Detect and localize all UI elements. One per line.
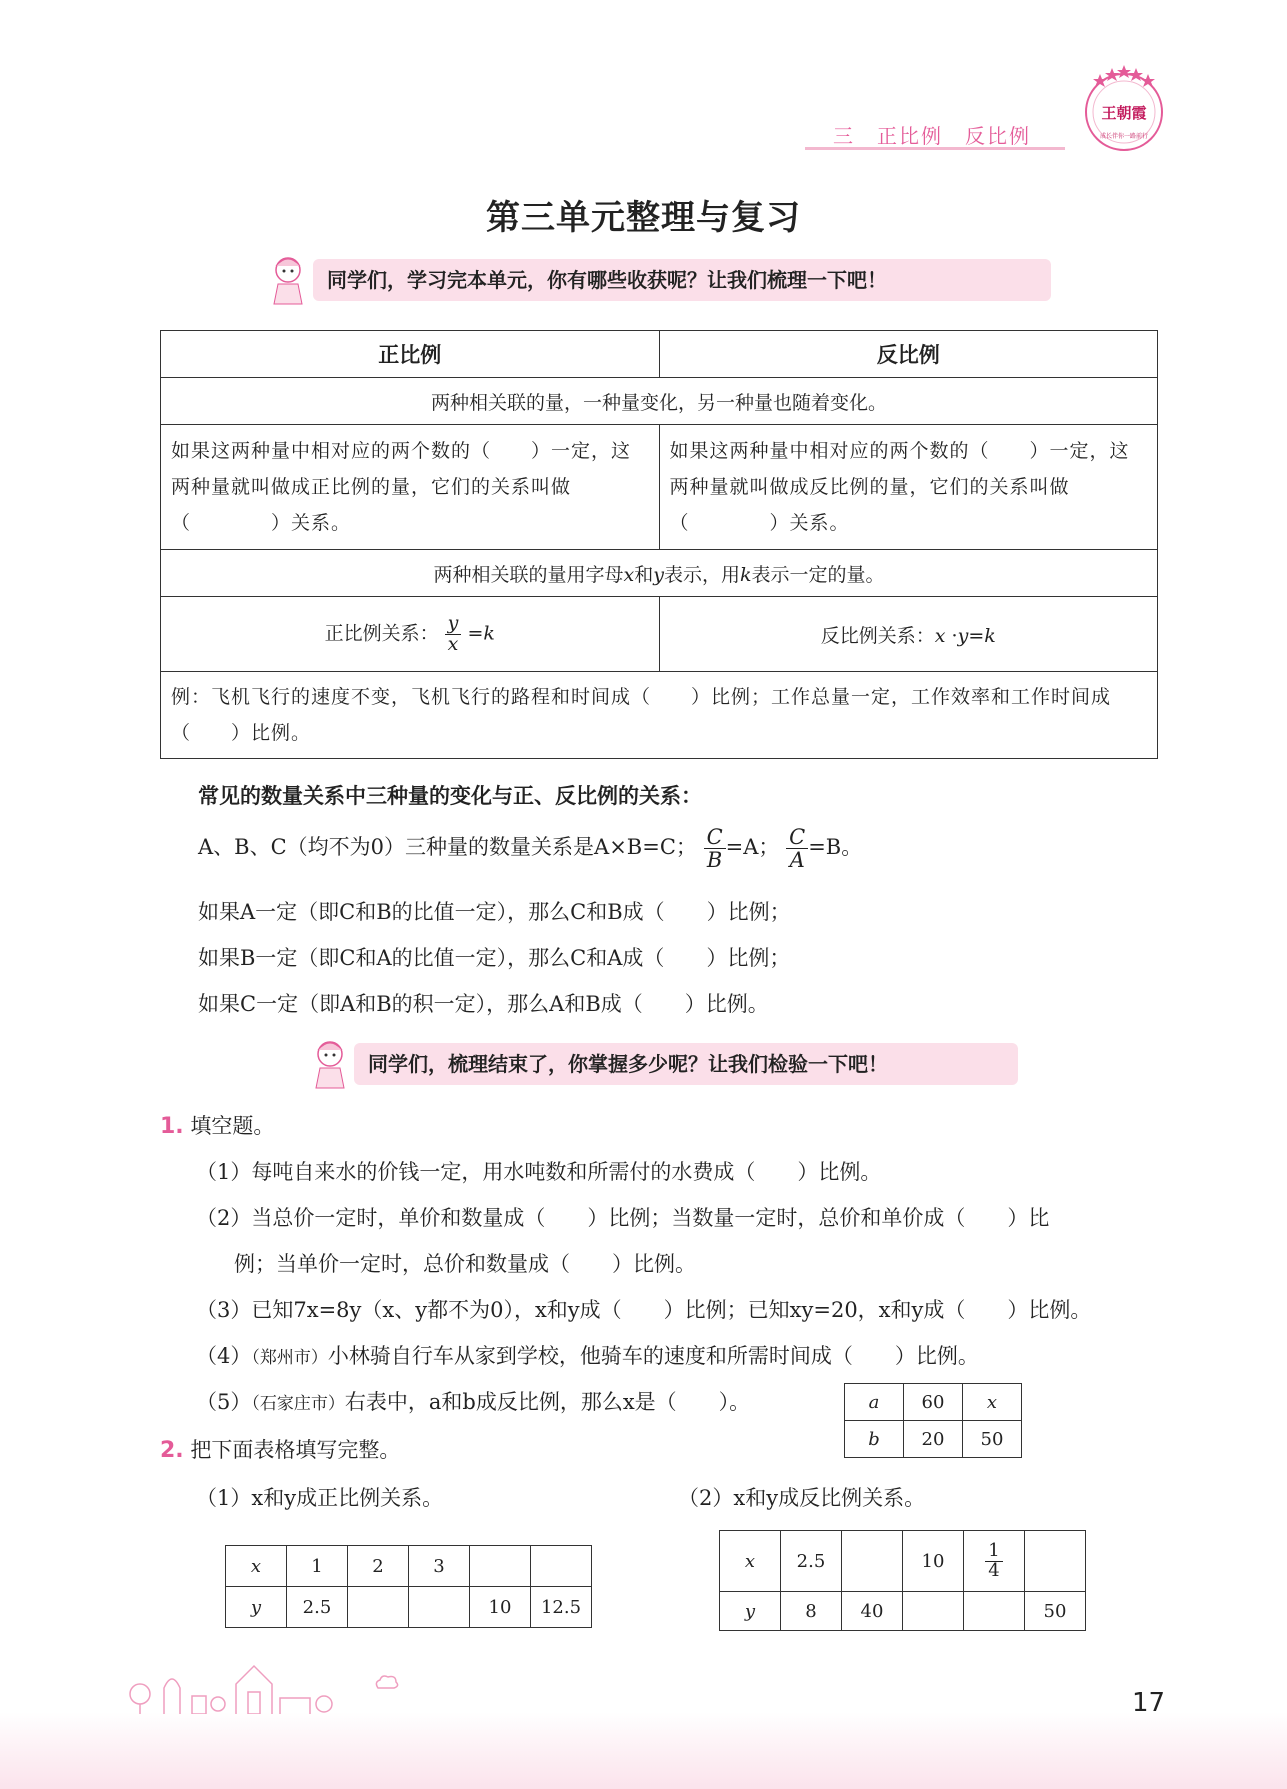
inverse-definition: 如果这两种量中相对应的两个数的（ ）一定，这两种量就叫做成反比例的量，它们的关系叫做（ ）关系。 <box>659 425 1158 550</box>
page-title: 第三单元整理与复习 <box>486 198 801 238</box>
table-cell: 50 <box>1025 1592 1086 1631</box>
table-cell: x <box>720 1531 781 1592</box>
section-label: 三 正比例 反比例 <box>833 124 1031 148</box>
inverse-formula: 反比例关系：x ·y=k <box>659 597 1158 672</box>
fraction-cell: $\frac{1}{4}$ <box>964 1531 1025 1592</box>
answer-cell[interactable] <box>903 1592 964 1631</box>
table-cell: 2.5 <box>781 1531 842 1592</box>
cloud-icon <box>372 1672 402 1692</box>
answer-cell[interactable] <box>964 1592 1025 1631</box>
town-illustration-icon <box>120 1648 340 1714</box>
q1-item5: （5）（石家庄市）右表中，a和b成反比例，那么x是（ ）。 <box>196 1390 751 1414</box>
question-1-heading: 1. 填空题。 <box>160 1114 275 1139</box>
table-cell: 10 <box>903 1531 964 1592</box>
q1-item3: （3）已知7x=8y（x、y都不为0），x和y成（ ）比例；已知xy=20，x和y成（ ）比例。 <box>196 1298 1092 1322</box>
relations-line2: 如果A一定（即C和B的比值一定），那么C和B成（ ）比例； <box>198 900 791 924</box>
table-cell: x <box>226 1546 287 1587</box>
q2-inverse-table <box>719 1530 1086 1631</box>
q2-sub2: （2）x和y成反比例关系。 <box>678 1486 926 1510</box>
publisher-logo <box>1078 62 1170 154</box>
table-cell: x <box>963 1384 1022 1421</box>
check-bubble: 同学们，梳理结束了，你掌握多少呢？让我们检验一下吧！ <box>354 1043 1018 1085</box>
q2-sub1: （1）x和y成正比例关系。 <box>196 1486 444 1510</box>
header-inverse: 反比例 <box>659 331 1158 378</box>
table-cell: 20 <box>904 1421 963 1458</box>
svg-text:王朝霞: 王朝霞 <box>1101 104 1147 122</box>
answer-cell[interactable] <box>348 1587 409 1628</box>
table-cell: 12.5 <box>531 1587 592 1628</box>
table-cell: a <box>845 1384 904 1421</box>
direct-formula: 正比例关系： $\frac{y}{x}$ =k <box>161 597 660 672</box>
answer-cell[interactable] <box>1025 1531 1086 1592</box>
table-cell: 2 <box>348 1546 409 1587</box>
relations-heading: 常见的数量关系中三种量的变化与正、反比例的关系： <box>198 784 702 808</box>
row-related: 两种相关联的量，一种量变化，另一种量也随着变化。 <box>161 378 1158 425</box>
table-cell: 40 <box>842 1592 903 1631</box>
question-2-heading: 2. 把下面表格填写完整。 <box>160 1438 401 1463</box>
answer-cell[interactable] <box>409 1587 470 1628</box>
answer-cell[interactable] <box>470 1546 531 1587</box>
direct-definition: 如果这两种量中相对应的两个数的（ ）一定，这两种量就叫做成正比例的量，它们的关系叫做（ ）关系。 <box>161 425 660 550</box>
table-cell: 50 <box>963 1421 1022 1458</box>
table-cell: b <box>845 1421 904 1458</box>
cartoon-girl-icon <box>266 252 310 310</box>
table-cell: 3 <box>409 1546 470 1587</box>
table-cell: 60 <box>904 1384 963 1421</box>
table-cell: 2.5 <box>287 1587 348 1628</box>
relations-line1: A、B、C（均不为0）三种量的数量关系是A×B=C； $\frac{C}{B}$ =A； $\frac{C}{A}$ =B。 <box>198 825 863 873</box>
summary-table <box>160 330 1158 759</box>
relations-line3: 如果B一定（即C和A的比值一定），那么C和A成（ ）比例； <box>198 946 791 970</box>
table-cell: 10 <box>470 1587 531 1628</box>
svg-text:成长伴你一路前行: 成长伴你一路前行 <box>1099 133 1149 140</box>
q2-direct-table <box>225 1545 592 1628</box>
q1-ab-table <box>844 1383 1022 1458</box>
table-cell: 8 <box>781 1592 842 1631</box>
example-row: 例：飞机飞行的速度不变，飞机飞行的路程和时间成（ ）比例；工作总量一定，工作效率和工作时间成（ ）比例。 <box>161 672 1158 759</box>
page-number: 17 <box>1132 1688 1166 1718</box>
relations-line4: 如果C一定（即A和B的积一定），那么A和B成（ ）比例。 <box>198 992 769 1016</box>
cartoon-girl-icon <box>308 1036 352 1094</box>
header-direct: 正比例 <box>161 331 660 378</box>
q1-item2-cont: 例；当单价一定时，总价和数量成（ ）比例。 <box>234 1252 696 1276</box>
footer-band <box>0 1712 1287 1789</box>
answer-cell[interactable] <box>842 1531 903 1592</box>
table-cell: y <box>226 1587 287 1628</box>
row-letters: 两种相关联的量用字母x和y表示，用k表示一定的量。 <box>161 550 1158 597</box>
table-cell: y <box>720 1592 781 1631</box>
answer-cell[interactable] <box>531 1546 592 1587</box>
q1-item1: （1）每吨自来水的价钱一定，用水吨数和所需付的水费成（ ）比例。 <box>196 1160 882 1184</box>
intro-bubble: 同学们，学习完本单元，你有哪些收获呢？让我们梳理一下吧！ <box>313 259 1051 301</box>
table-cell: 1 <box>287 1546 348 1587</box>
q1-item2: （2）当总价一定时，单价和数量成（ ）比例；当数量一定时，总价和单价成（ ）比 <box>196 1206 1050 1230</box>
q1-item4: （4）（郑州市）小林骑自行车从家到学校，他骑车的速度和所需时间成（ ）比例。 <box>196 1344 979 1368</box>
